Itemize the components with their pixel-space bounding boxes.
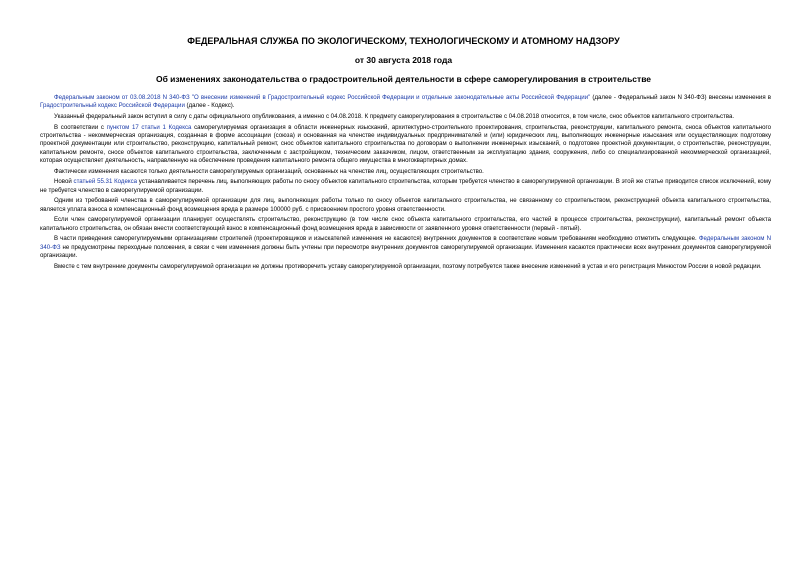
paragraph-text: В соответствии с [54,123,107,131]
document-title: Об изменениях законодательства о градостроительной деятельности в сфере саморегулирования в строительстве [155,74,652,84]
grad-code-link[interactable]: Градостроительный кодекс Российской Федерации [40,102,185,110]
paragraph-text: устанавливается перечень лиц, выполняющих работы по сносу объектов капитального строительства, которым требуется членство в саморегулируемой организации. В этой же статье приводится список исключений, кому не требуется членство в саморегулируемой организации. [40,178,772,194]
paragraph-2: Указанный федеральный закон вступил в силу с даты официального опубликования, а именно с 04.08.2018. К предмету саморегулирования в строительстве с 04.08.2018 относится, в том числе, снос объектов капитального строительства. [54,113,735,120]
agency-heading: ФЕДЕРАЛЬНАЯ СЛУЖБА ПО ЭКОЛОГИЧЕСКОМУ, ТЕХНОЛОГИЧЕСКОМУ И АТОМНОМУ НАДЗОРУ [187,36,620,46]
paragraph-9: Вместе с тем внутренние документы саморегулируемой организации не должны противоречить уставу саморегулируемой организации, поэтому потребуется также внесение изменений в устав и его регистрация Минюстом России в новой редакции. [54,262,762,270]
paragraph-text: не предусмотрены переходные положения, в связи с чем изменения должны быть учтены при пересмотре внутренних документов саморегулируемой организации. Изменения касаются практически всех внутренних документов саморегулируемой организации. [40,243,771,260]
article-55-31-link[interactable]: статьей 55.31 Кодекса [73,178,138,186]
paragraph-7: Если член саморегулируемой организации планирует осуществлять строительство, реконструкцию (в том числе снос объекта капитального строительства, его частей в процессе строительства, реконструкции), капитальный ремонт объекта капитального строительства, он обязан внести соответствующий взнос в компенсационный фонд возмещения вреда в зависимости от заявленного уровня ответственности (первый - пятый). [40,216,771,232]
paragraph-text: (далее - Кодекс). [184,102,235,110]
paragraph-text: (далее - Федеральный закон N 340-ФЗ) внесены изменения в [590,94,772,101]
paragraph-text: В части приведения саморегулируемыми организациями строителей (проектировщиков и изыскателей изменения не касаются) внутренних документов в соответствие новым требованиям необходимо отметить следующее. [54,235,699,243]
document-date: от 30 августа 2018 года [354,55,453,65]
document-body [40,94,771,273]
paragraph-text: саморегулируемая организация в области инженерных изысканий, архитектурно-строительного проектирования, строительства, реконструкции, капитального ремонта, сноса объектов капитального строительства - некоммерческая организация, созданная в форме ассоциации (союза) и основанная на членстве индивидуальных предпринимателей и (или) юридических лиц, выполняющих инженерные изыскания или осуществляющих подготовку проектной документации или строительство, реконструкцию, капитальный ремонт, снос объектов капитального строительства по договорам о выполнении инженерных изысканий, о подготовке проектной документации, о строительстве, реконструкции, капитальном ремонте, сносе объектов капитального строительства, заключенным с застройщиком, техническим заказчиком, лицом, ответственным за эксплуатацию здания, сооружения, либо со специализированной некоммерческой организацией, которая осуществляет деятельность, направленную на обеспечение проведения капитального ремонта общего имущества в многоквартирных домах. [40,123,771,165]
law-340fz-link[interactable]: Федеральным законом от 03.08.2018 N 340-ФЗ "О внесении изменений в Градостроительный кодекс Российской Федерации и отдельные законодательные акты Российской Федерации" [54,94,591,101]
paragraph-4: Фактически изменения касаются только деятельности саморегулируемых организаций, основанных на членстве лиц, осуществляющих строительство. [54,167,484,175]
paragraph-5 [40,178,771,195]
paragraph-text: Новой [54,178,74,186]
paragraph-1 [40,94,771,111]
paragraph-6: Одним из требований членства в саморегулируемой организации для лиц, выполняющих работы только по сносу объектов капитального строительства, не связанному со строительством, реконструкцией объекта капитального строительства, является уплата взноса в компенсационный фонд возмещения вреда в размере 100000 руб. с присвоением простого уровня ответственности. [40,197,771,213]
law-340fz-short-link[interactable]: Федеральным законом N 340-ФЗ [40,235,771,251]
paragraph-3 [40,124,771,166]
paragraph-8 [40,235,771,260]
article-1-p17-link[interactable]: пунктом 17 статьи 1 Кодекса [106,123,192,131]
